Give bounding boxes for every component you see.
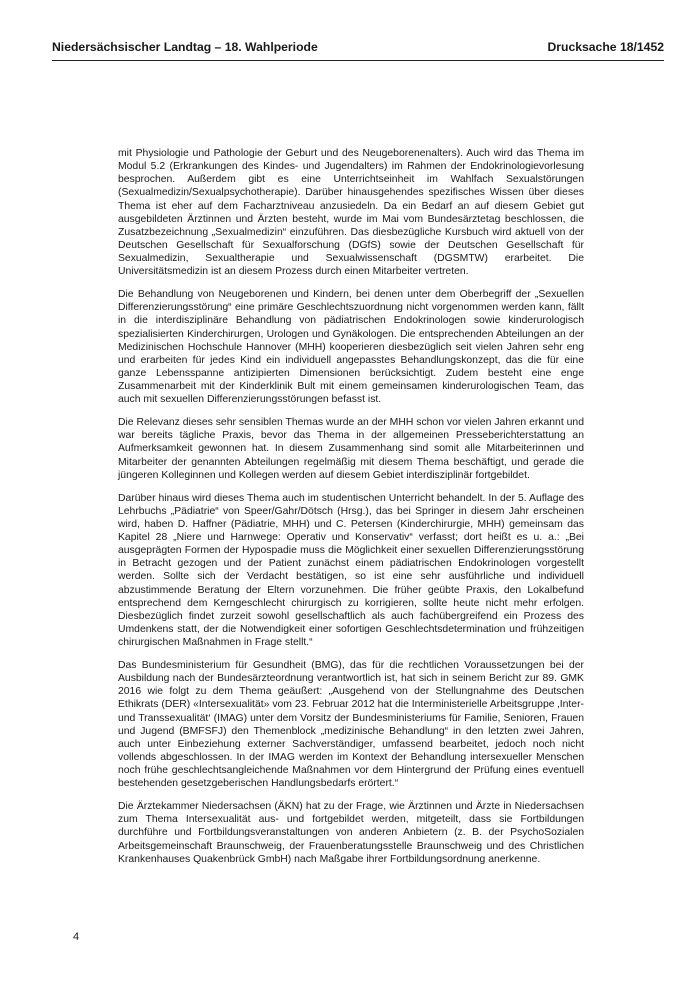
paragraph: Die Ärztekammer Niedersachsen (ÄKN) hat zu der Frage, wie Ärztinnen und Ärzte in Niedersachsen zum Thema Intersexualität aus- und fortgebildet werden, mitgeteilt, dass sie Fortbildungen durchführe und Fortbildungsveranstaltungen von anderen Anbietern (z. B. der PsychoSozialen Arbeitsgemeinschaft Braunschweig, der Frauenberatungsstelle Braunschweig und des Christlichen Krankenhauses Quakenbrück GmbH) nach Maßgabe ihrer Fortbildungsordnung anerkenne. [118, 801, 584, 865]
body-text [118, 147, 584, 876]
page-number: 4 [73, 931, 80, 943]
header-divider [52, 60, 664, 61]
paragraph: Die Relevanz dieses sehr sensiblen Themas wurde an der MHH schon vor vielen Jahren erkannt und war bereits tägliche Praxis, bevor das Thema in der allgemeinen Presseberichterstattung an Aufmerksamkeit gewonnen hat. In diesem Zusammenhang sind somit alle Mitarbeiterinnen und Mitarbeiter der genannten Abteilungen regelmäßig mit diesem Thema beschäftigt, und gerade die jüngeren Kolleginnen und Kollegen werden auf diesem Gebiet interdisziplinär fortgebildet. [118, 417, 584, 481]
paragraph: Die Behandlung von Neugeborenen und Kindern, bei denen unter dem Oberbegriff der „Sexuellen Differenzierungsstörung“ eine primäre Geschlechtszuordnung nicht vorgenommen werden kann, fällt in die interdisziplinäre Behandlung von pädiatrischen Endokrinologen sowie kinderurologisch spezialisierten Kinderchirurgen, Urologen und Gynäkologen. Die entsprechenden Abteilungen an der Medizinischen Hochschule Hannover (MHH) kooperieren diesbezüglich seit vielen Jahren sehr eng und erarbeiten für jedes Kind ein individuell angepasstes Behandlungskonzept, das die für eine ganze Lebensspanne antizipierten Dimensionen berücksichtigt. Zudem besteht eine enge Zusammenarbeit mit der Kinderklinik Bult mit einem gemeinsamen kinderurologischen Team, das auch mit sexuellen Differenzierungsstörungen befasst ist. [118, 289, 584, 406]
paragraph: Darüber hinaus wird dieses Thema auch im studentischen Unterricht behandelt. In der 5. Auflage des Lehrbuchs „Pädiatrie“ von Speer/Gahr/Dötsch (Hrsg.), das bei Springer in diesem Jahr erscheinen wird, haben D. Haffner (Pädiatrie, MHH) und C. Petersen (Kinderchirurgie, MHH) gemeinsam das Kapitel 28 „Niere und Harnwege: Operativ und Konservativ“ verfasst; dort heißt es u. a.: „Bei ausgeprägten Formen der Hypospadie muss die Möglichkeit einer sexuellen Differenzierungsstörung in Betracht gezogen und der Patient zunächst einem pädiatrischen Endokrinologen vorgestellt werden. Sollte sich der Verdacht bestätigen, so ist eine sehr ausführliche und individuell abzustimmende Beratung der Eltern vorzunehmen. Die früher geübte Praxis, den Lokalbefund entsprechend dem Kerngeschlecht chirurgisch zu korrigieren, sollte heute nicht mehr erfolgen. Diesbezüglich findet zurzeit sowohl gesellschaftlich als auch fachübergreifend ein Prozess des Umdenkens statt, der die Notwendigkeit einer sofortigen Geschlechtsdetermination und frühzeitigen chirurgischen Maßnahmen in Frage stellt.“ [118, 492, 584, 649]
document-number: Drucksache 18/1452 [547, 40, 664, 54]
header-title: Niedersächsischer Landtag – 18. Wahlperiode [52, 40, 318, 54]
paragraph: Das Bundesministerium für Gesundheit (BMG), das für die rechtlichen Voraussetzungen bei der Ausbildung nach der Bundesärzteordnung verantwortlich ist, hat sich in seinem Bericht zur 89. GMK 2016 wie folgt zu dem Thema geäußert: „Ausgehend von der Stellungnahme des Deutschen Ethikrats (DER) «Intersexualität» vom 23. Februar 2012 hat die Interministerielle Arbeitsgruppe ‚Inter- und Transsexualität‘ (IMAG) unter dem Vorsitz der Bundesministeriums für Familie, Senioren, Frauen und Jugend (BMFSFJ) den Themenblock „medizinische Behandlung“ in den letzten zwei Jahren, auch unter Einbeziehung externer Sachverständiger, umfassend bearbeitet, jedoch noch nicht vollends abgeschlossen. In der IMAG werden im Kontext der Behandlung intersexueller Menschen noch frühe geschlechtsangleichende Maßnahmen vor dem Hintergrund der Prüfung eines eventuell bestehenden gesetzgeberischen Handlungsbedarfs erörtert.“ [118, 660, 584, 790]
page-header [52, 40, 664, 54]
paragraph: mit Physiologie und Pathologie der Geburt und des Neugeborenenalters). Auch wird das Thema im Modul 5.2 (Erkrankungen des Kindes- und Jugendalters) im Rahmen der Endokrinologievorlesung besprochen. Außerdem gibt es eine Unterrichtseinheit im Wahlfach Sexualstörungen (Sexualmedizin/Sexualpsychotherapie). Darüber hinausgehendes spezifisches Wissen über dieses Thema ist eher auf dem Facharztniveau anzusiedeln. Da ein Bedarf an auf diesem Gebiet gut ausgebildeten Ärztinnen und Ärzten besteht, wurde im Mai vom Bundesärztetag beschlossen, die Zusatzbezeichnung „Sexualmedizin“ einzuführen. Das diesbezügliche Kursbuch wird aktuell von der Deutschen Gesellschaft für Sexualforschung (DGfS) sowie der Deutschen Gesellschaft für Sexualmedizin, Sexualtherapie und Sexualwissenschaft (DGSMTW) erarbeitet. Die Universitätsmedizin ist an diesem Prozess durch einen Mitarbeiter vertreten. [118, 148, 584, 278]
